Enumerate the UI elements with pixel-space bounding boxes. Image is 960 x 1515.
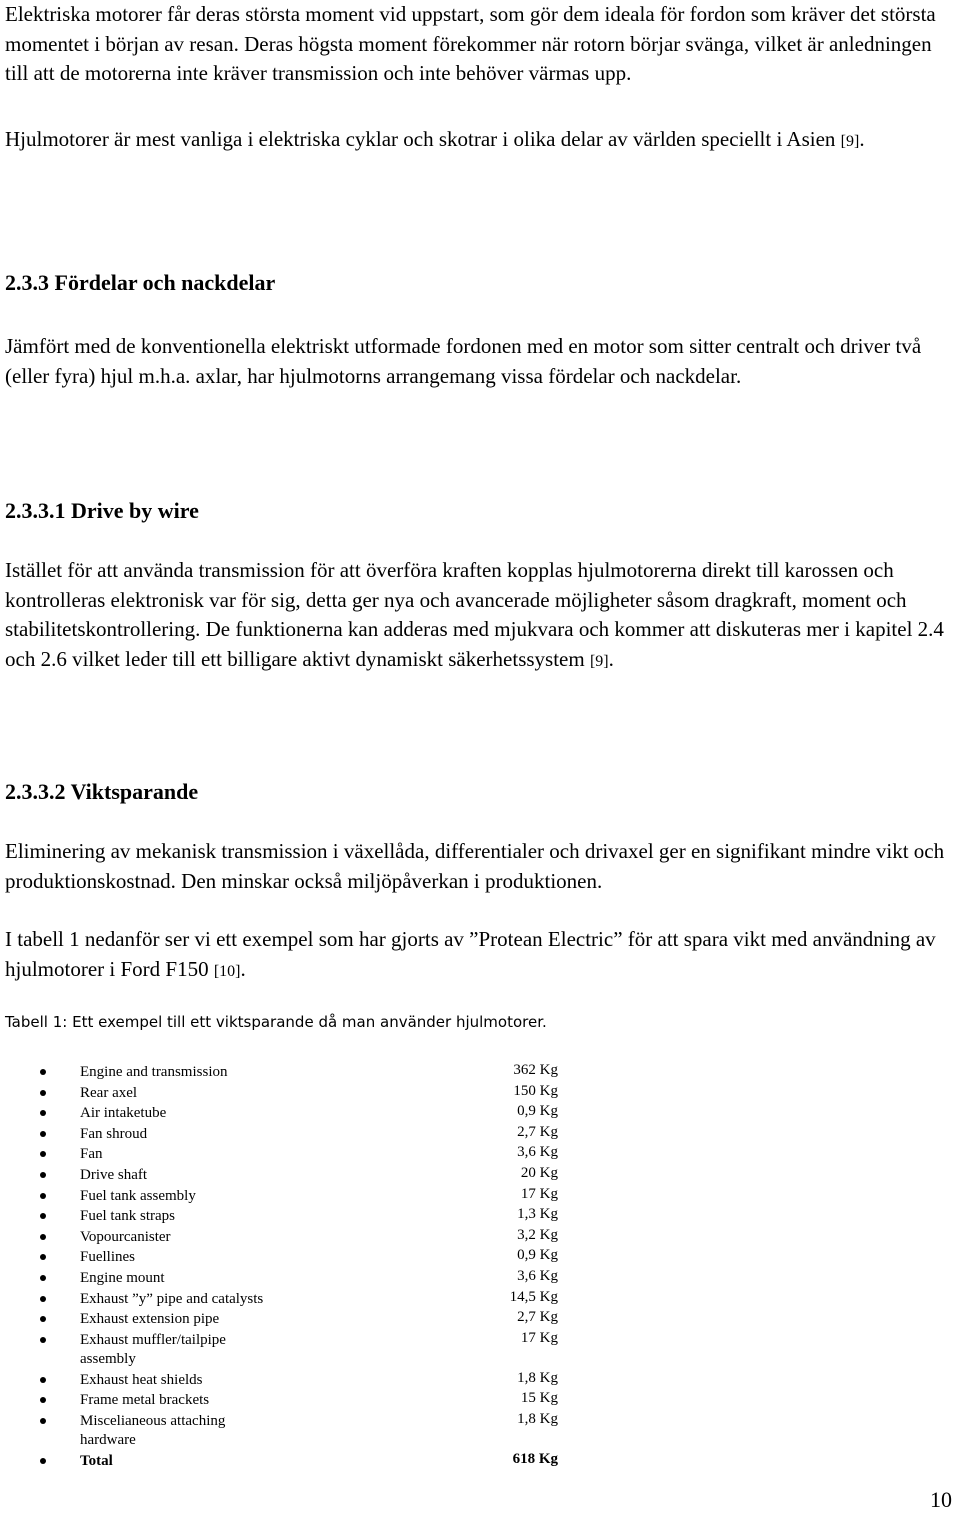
- table-row: Engine and transmission 362 Kg: [0, 1061, 600, 1082]
- intro-paragraph-1: Elektriska motorer får deras största moment vid uppstart, som gör dem ideala för fordon som kräver det största momentet i början av resan. Deras högsta moment förekommer när rotorn börjar svänga, vilket är anledningen till att de motorerna inte kräver transmission och inte behöver värmas upp.: [5, 2, 936, 85]
- page-number: 10: [930, 1487, 952, 1512]
- table-row: Exhaust extension pipe 2,7 Kg: [0, 1308, 600, 1329]
- table-caption: Tabell 1: Ett exempel till ett viktsparande då man använder hjulmotorer.: [5, 1013, 547, 1031]
- table-row: Fuel tank assembly 17 Kg: [0, 1185, 600, 1206]
- bullet-icon: [40, 1131, 46, 1137]
- section-heading-2-3-3-1: 2.3.3.1 Drive by wire: [5, 498, 199, 523]
- bullet-icon: [40, 1275, 46, 1281]
- table-row: Miscelianeous attaching hardware 1,8 Kg: [0, 1410, 600, 1450]
- bullet-icon: [40, 1172, 46, 1178]
- bullet-icon: [40, 1213, 46, 1219]
- bullet-icon: [40, 1069, 46, 1075]
- bullet-icon: [40, 1397, 46, 1403]
- weight-saving-table: [0, 1061, 600, 1471]
- section-2-3-3-2-body-2: I tabell 1 nedanför ser vi ett exempel som har gjorts av ”Protean Electric” för att spara vikt med användning av hjulmotorer i Ford F150 [10].: [5, 927, 936, 981]
- table-row: Vopourcanister 3,2 Kg: [0, 1226, 600, 1247]
- citation: [9]: [589, 652, 609, 670]
- table-row: Exhaust muffler/tailpipe assembly 17 Kg: [0, 1329, 600, 1369]
- bullet-icon: [40, 1234, 46, 1240]
- intro-paragraph-2: Hjulmotorer är mest vanliga i elektriska cyklar och skotrar i olika delar av världen speciellt i Asien [9].: [5, 127, 865, 151]
- section-2-3-3-body: Jämfört med de konventionella elektriskt utformade fordonen med en motor som sitter centralt och driver två (eller fyra) hjul m.h.a. axlar, har hjulmotorns arrangemang vissa fördelar och nackdelar.: [5, 334, 922, 388]
- section-2-3-3-1-body: Istället för att använda transmission för att överföra kraften kopplas hjulmotorerna direkt till karossen och kontrolleras elektronisk var för sig, detta ger nya och avancerade möjligheter såsom dragkraft, moment och stabilitetskontrollering. De funktionerna kan adderas med mjukvara och kommer att diskuteras mer i kapitel 2.4 och 2.6 vilket leder till ett billigare aktivt dynamiskt säkerhetssystem [9].: [5, 558, 944, 671]
- table-row: Fuellines 0,9 Kg: [0, 1246, 600, 1267]
- bullet-icon: [40, 1337, 46, 1343]
- bullet-icon: [40, 1418, 46, 1424]
- bullet-icon: [40, 1377, 46, 1383]
- bullet-icon: [40, 1110, 46, 1116]
- section-heading-2-3-3-2: 2.3.3.2 Viktsparande: [5, 779, 199, 804]
- table-row: Drive shaft 20 Kg: [0, 1164, 600, 1185]
- bullet-icon: [40, 1193, 46, 1199]
- table-row: Fan 3,6 Kg: [0, 1143, 600, 1164]
- bullet-icon: [40, 1316, 46, 1322]
- table-row: Exhaust heat shields 1,8 Kg: [0, 1369, 600, 1390]
- table-row: Air intaketube 0,9 Kg: [0, 1102, 600, 1123]
- bullet-icon: [40, 1151, 46, 1157]
- bullet-icon: [40, 1090, 46, 1096]
- citation: [10]: [213, 962, 241, 980]
- table-row: Engine mount 3,6 Kg: [0, 1267, 600, 1288]
- table-row: Fuel tank straps 1,3 Kg: [0, 1205, 600, 1226]
- table-row: Exhaust ”y” pipe and catalysts 14,5 Kg: [0, 1288, 600, 1309]
- section-2-3-3-2-body-1: Eliminering av mekanisk transmission i växellåda, differentialer och drivaxel ger en signifikant mindre vikt och produktionskostnad. Den minskar också miljöpåverkan i produktionen.: [5, 839, 945, 893]
- table-total-row: Total 618 Kg: [0, 1450, 600, 1471]
- bullet-icon: [40, 1296, 46, 1302]
- table-row: Frame metal brackets 15 Kg: [0, 1389, 600, 1410]
- table-row: Fan shroud 2,7 Kg: [0, 1123, 600, 1144]
- citation: [9]: [840, 133, 860, 150]
- bullet-icon: [40, 1458, 46, 1464]
- bullet-icon: [40, 1254, 46, 1260]
- table-row: Rear axel 150 Kg: [0, 1082, 600, 1103]
- section-heading-2-3-3: 2.3.3 Fördelar och nackdelar: [5, 270, 276, 295]
